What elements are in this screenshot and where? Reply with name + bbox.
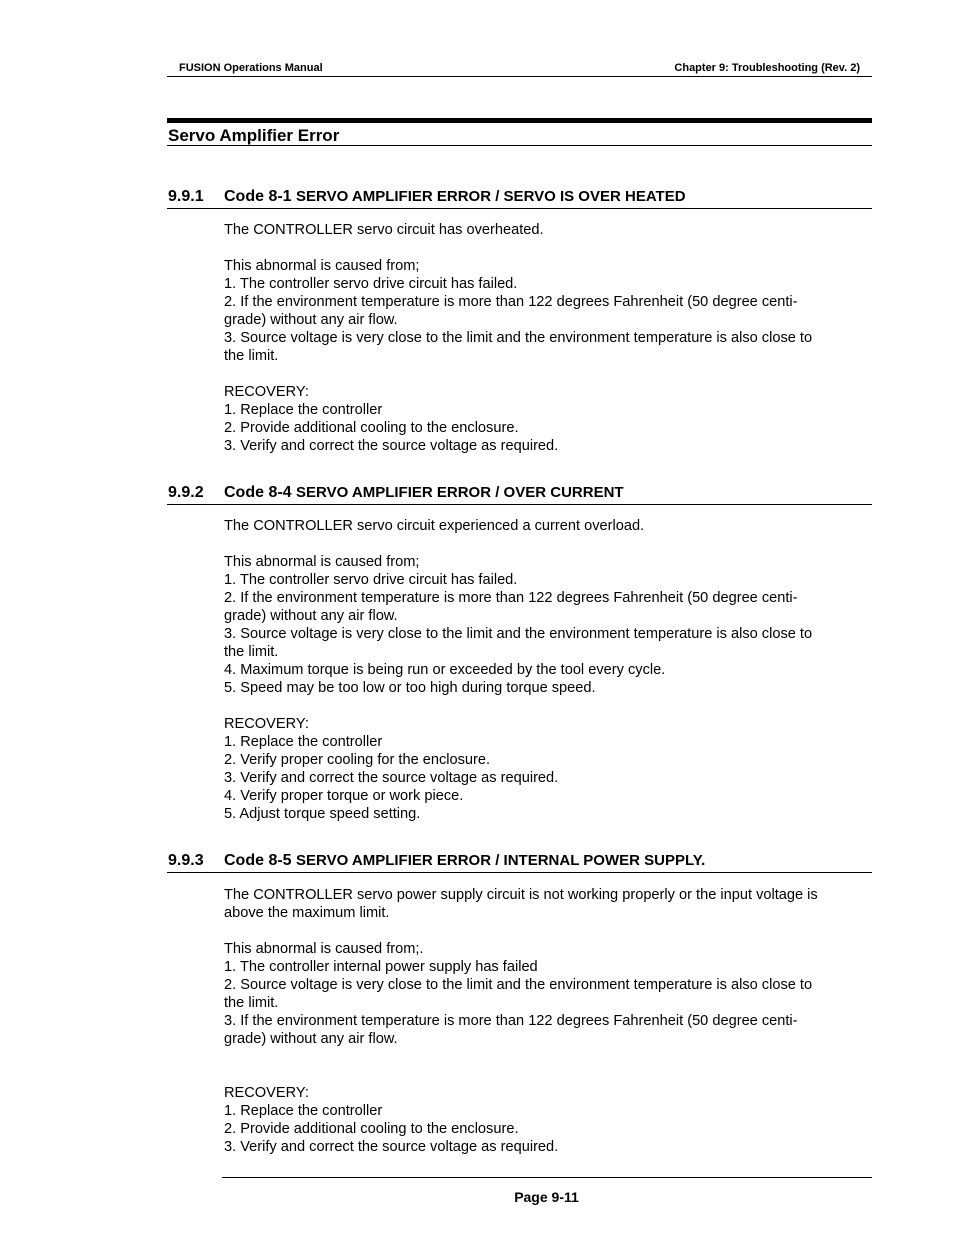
subsection-heading-9-9-1 — [167, 187, 872, 209]
description-line: The CONTROLLER servo circuit has overheated. — [224, 222, 544, 238]
cause-line: the limit. — [224, 995, 279, 1011]
cause-line: 3. If the environment temperature is more than 122 degrees Fahrenheit (50 degree centi- — [224, 1013, 798, 1029]
recovery-heading: RECOVERY: — [224, 384, 309, 400]
description-line: above the maximum limit. — [224, 905, 390, 921]
cause-line: 3. Source voltage is very close to the limit and the environment temperature is also close to — [224, 626, 813, 642]
cause-line: grade) without any air flow. — [224, 312, 398, 328]
chapter-title: Chapter 9: Troubleshooting (Rev. 2) — [674, 62, 860, 74]
error-title: SERVO AMPLIFIER ERROR / OVER CURRENT — [296, 484, 624, 501]
error-title: SERVO AMPLIFIER ERROR / INTERNAL POWER SUPPLY. — [296, 852, 706, 869]
page-header — [167, 60, 872, 77]
recovery-line: 1. Replace the controller — [224, 402, 383, 418]
subsection-number: 9.9.2 — [168, 484, 204, 501]
recovery-line: 1. Replace the controller — [224, 1103, 383, 1119]
section-title-bar — [167, 118, 872, 146]
cause-heading: This abnormal is caused from;. — [224, 941, 424, 957]
subsection-heading-9-9-3 — [167, 851, 872, 873]
cause-line: grade) without any air flow. — [224, 1031, 398, 1047]
recovery-line: 3. Verify and correct the source voltage as required. — [224, 438, 559, 454]
cause-heading: This abnormal is caused from; — [224, 258, 420, 274]
cause-line: 4. Maximum torque is being run or exceeded by the tool every cycle. — [224, 662, 666, 678]
subsection-code-title — [224, 188, 686, 206]
cause-line: the limit. — [224, 348, 279, 364]
cause-line: 2. If the environment temperature is more than 122 degrees Fahrenheit (50 degree centi- — [224, 294, 798, 310]
description-line: The CONTROLLER servo circuit experienced a current overload. — [224, 518, 645, 534]
subsection-code-title — [224, 852, 705, 870]
cause-line: 2. Source voltage is very close to the limit and the environment temperature is also close to — [224, 977, 813, 993]
subsection-body-9-9-1 — [224, 221, 864, 455]
recovery-heading: RECOVERY: — [224, 1085, 309, 1101]
recovery-heading: RECOVERY: — [224, 716, 309, 732]
recovery-line: 3. Verify and correct the source voltage as required. — [224, 1139, 559, 1155]
cause-heading: This abnormal is caused from; — [224, 554, 420, 570]
cause-line: grade) without any air flow. — [224, 608, 398, 624]
cause-line: 2. If the environment temperature is more than 122 degrees Fahrenheit (50 degree centi- — [224, 590, 798, 606]
error-title: SERVO AMPLIFIER ERROR / SERVO IS OVER HEATED — [296, 188, 686, 205]
recovery-line: 1. Replace the controller — [224, 734, 383, 750]
recovery-line: 4. Verify proper torque or work piece. — [224, 788, 464, 804]
cause-line: 5. Speed may be too low or too high during torque speed. — [224, 680, 596, 696]
recovery-line: 2. Verify proper cooling for the enclosure. — [224, 752, 491, 768]
recovery-line: 2. Provide additional cooling to the enclosure. — [224, 420, 519, 436]
subsection-body-9-9-2 — [224, 517, 864, 823]
cause-line: 1. The controller internal power supply has failed — [224, 959, 538, 975]
manual-title: FUSION Operations Manual — [179, 62, 323, 74]
cause-line: 3. Source voltage is very close to the limit and the environment temperature is also close to — [224, 330, 813, 346]
section-title: Servo Amplifier Error — [168, 126, 340, 145]
cause-line: the limit. — [224, 644, 279, 660]
recovery-line: 5. Adjust torque speed setting. — [224, 806, 421, 822]
footer-divider — [222, 1177, 872, 1178]
subsection-heading-9-9-2 — [167, 483, 872, 505]
subsection-code-title — [224, 484, 624, 502]
subsection-body-9-9-3 — [224, 886, 864, 1156]
error-code: Code 8-5 — [224, 852, 292, 869]
subsection-number: 9.9.3 — [168, 852, 204, 869]
cause-line: 1. The controller servo drive circuit has failed. — [224, 276, 518, 292]
recovery-line: 2. Provide additional cooling to the enclosure. — [224, 1121, 519, 1137]
recovery-line: 3. Verify and correct the source voltage as required. — [224, 770, 559, 786]
error-code: Code 8-1 — [224, 188, 292, 205]
cause-line: 1. The controller servo drive circuit has failed. — [224, 572, 518, 588]
page-number: Page 9-11 — [514, 1189, 579, 1205]
error-code: Code 8-4 — [224, 484, 292, 501]
subsection-number: 9.9.1 — [168, 188, 204, 205]
description-line: The CONTROLLER servo power supply circuit is not working properly or the input voltage is — [224, 887, 818, 903]
